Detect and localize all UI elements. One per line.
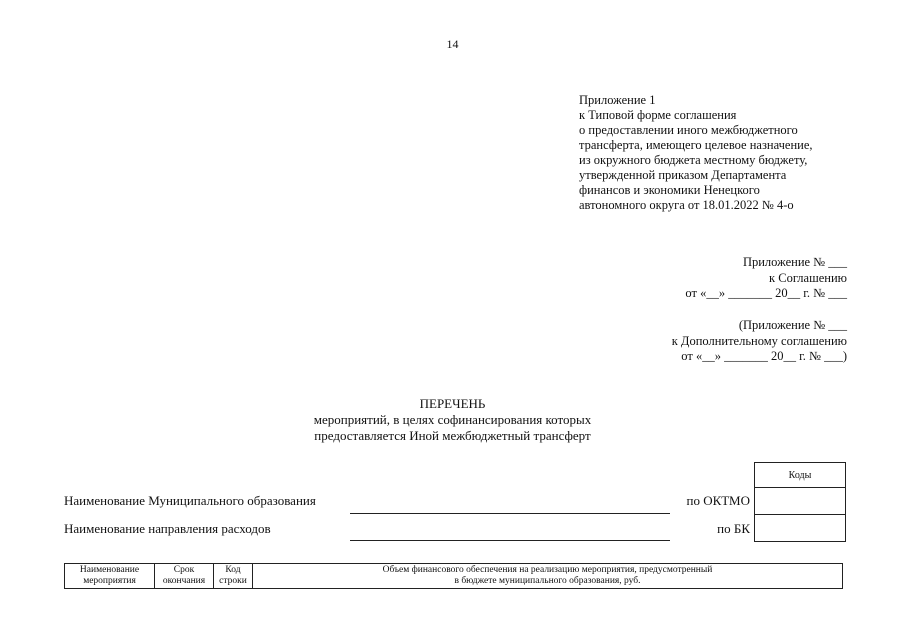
appendix-header-line: финансов и экономики Ненецкого: [579, 183, 760, 197]
title-line: мероприятий, в целях софинансирования которых: [313, 412, 592, 427]
direction-label: Наименование направления расходов: [64, 521, 271, 536]
appendix-header-line: к Типовой форме соглашения: [579, 108, 737, 122]
codes-header: Коды: [754, 462, 846, 488]
appendix-header-line: трансферта, имеющего целевое назначение,: [579, 138, 813, 152]
appendix-header-line: из окружного бюджета местному бюджету,: [579, 153, 808, 167]
municipality-label: Наименование Муниципального образования: [64, 493, 316, 508]
appendix-header-line: утвержденной приказом Департамента: [579, 168, 787, 182]
supplementary-agreement-reference: [672, 318, 847, 365]
bk-label: по БК: [717, 521, 750, 536]
document-title: [0, 396, 905, 444]
codes-box: [754, 462, 846, 542]
col-row-code: Код строки: [214, 564, 253, 589]
agreement-reference: [685, 255, 847, 302]
direction-field[interactable]: [350, 540, 670, 541]
appendix-header-line: о предоставлении иного межбюджетного: [579, 123, 798, 137]
supplementary-ref-line: от «__» _______ 20__ г. № ___): [681, 349, 847, 363]
agreement-ref-line: от «__» _______ 20__ г. № ___: [685, 286, 847, 300]
col-measure-name: Наименование мероприятия: [65, 564, 155, 589]
appendix-header: [579, 93, 869, 213]
page-number: 14: [446, 37, 459, 51]
oktmo-label: по ОКТМО: [686, 493, 750, 508]
oktmo-code-cell[interactable]: [754, 488, 846, 515]
agreement-ref-line: Приложение № ___: [742, 255, 847, 269]
appendix-header-line: автономного округа от 18.01.2022 № 4-о: [579, 198, 794, 212]
title-line: предоставляется Иной межбюджетный трансферт: [314, 428, 591, 443]
appendix-header-line: Приложение 1: [579, 93, 656, 107]
agreement-ref-line: к Соглашению: [769, 270, 847, 285]
title-heading: ПЕРЕЧЕНЬ: [419, 396, 486, 411]
col-funding-volume: Объем финансового обеспечения на реализацию мероприятия, предусмотренный в бюджете муниципального образования, руб.: [253, 564, 843, 589]
measures-table: [64, 563, 843, 589]
table-header-row: [65, 564, 843, 589]
supplementary-ref-line: (Приложение № ___: [738, 318, 847, 332]
bk-code-cell[interactable]: [754, 515, 846, 542]
col-end-date: Срок окончания: [155, 564, 214, 589]
municipality-field[interactable]: [350, 513, 670, 514]
supplementary-ref-line: к Дополнительному соглашению: [671, 333, 847, 348]
